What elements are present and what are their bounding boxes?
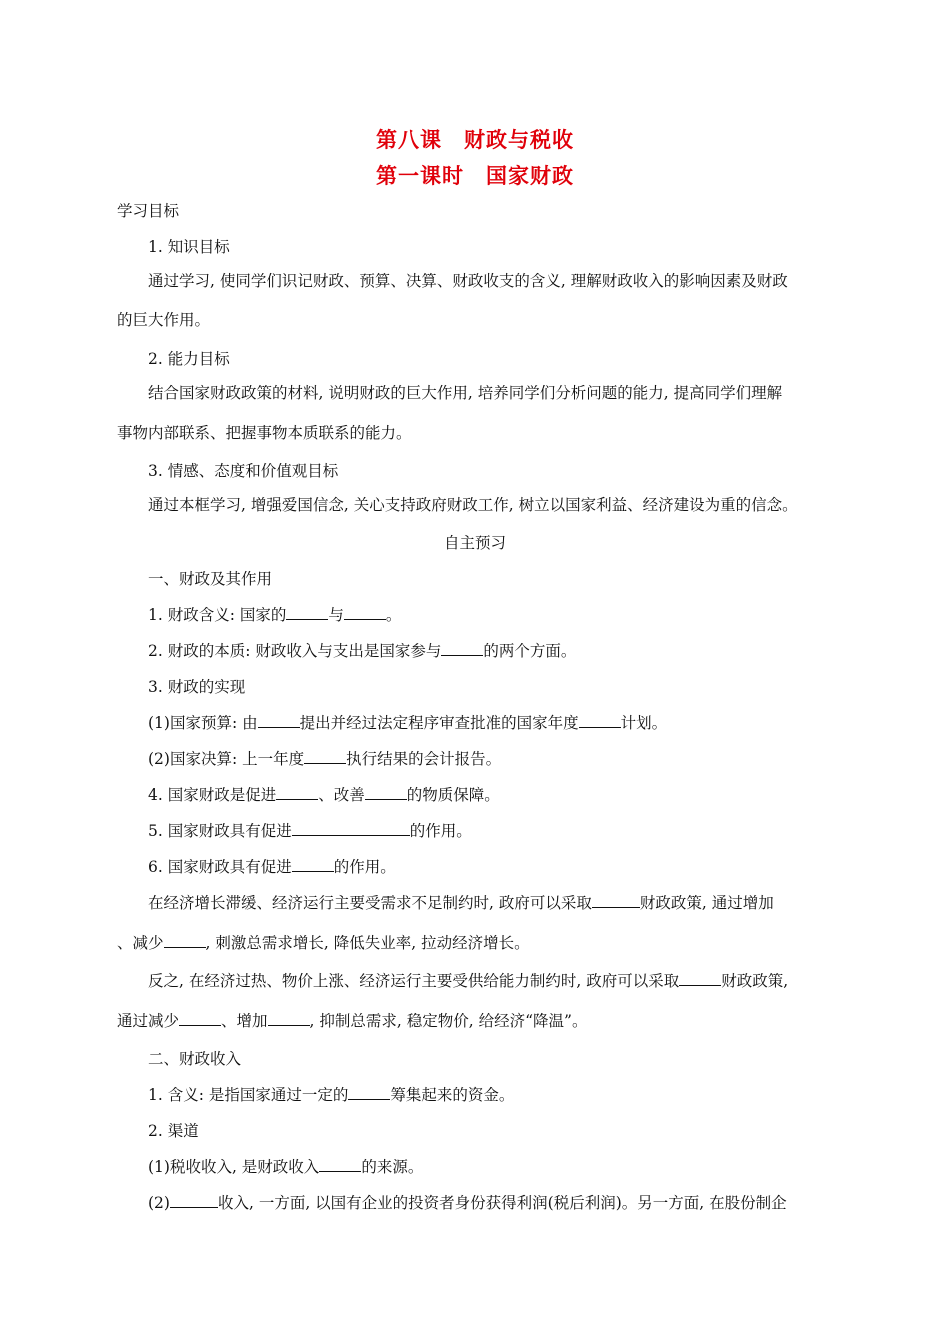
question-5: 5. 国家财政具有促进 的作用。 xyxy=(148,822,472,840)
blank[interactable] xyxy=(441,640,483,656)
revenue-2-1: (1)税收收入, 是财政收入 的来源。 xyxy=(148,1158,424,1176)
emotion-goal-title: 3. 情感、态度和价值观目标 xyxy=(148,462,339,480)
question-1: 1. 财政含义: 国家的 与 。 xyxy=(148,606,402,624)
paragraph-expansionary: 在经济增长滞缓、经济运行主要受需求不足制约时, 政府可以采取 财政政策, 通过增加 xyxy=(148,894,774,912)
ability-goal-text: 结合国家财政政策的材料, 说明财政的巨大作用, 培养同学们分析问题的能力, 提高同学们理解 xyxy=(148,384,783,402)
revenue-2: 2. 渠道 xyxy=(148,1122,199,1140)
section-2-title: 二、财政收入 xyxy=(148,1050,242,1068)
emotion-goal-text: 通过本框学习, 增强爱国信念, 关心支持政府财政工作, 树立以国家利益、经济建设为重的信念。 xyxy=(148,496,798,514)
knowledge-goal-text: 通过学习, 使同学们识记财政、预算、决算、财政收支的含义, 理解财政收入的影响因素及财政 xyxy=(148,272,788,290)
question-2: 2. 财政的本质: 财政收入与支出是国家参与 的两个方面。 xyxy=(148,642,577,660)
blank[interactable] xyxy=(268,1010,310,1026)
paragraph-expansionary-cont: 、减少 , 刺激总需求增长, 降低失业率, 拉动经济增长。 xyxy=(117,934,530,952)
preview-heading: 自主预习 xyxy=(443,534,506,552)
blank[interactable] xyxy=(286,604,328,620)
blank[interactable] xyxy=(164,932,206,948)
section-1-title: 一、财政及其作用 xyxy=(148,570,273,588)
question-3-1: (1)国家预算: 由 提出并经过法定程序审查批准的国家年度 计划。 xyxy=(148,714,668,732)
revenue-1: 1. 含义: 是指国家通过一定的 筹集起来的资金。 xyxy=(148,1086,515,1104)
blank[interactable] xyxy=(344,604,386,620)
lesson-subtitle: 第一课时 国家财政 xyxy=(376,164,574,188)
question-3-2: (2)国家决算: 上一年度 执行结果的会计报告。 xyxy=(148,750,502,768)
blank[interactable] xyxy=(319,1156,361,1172)
blank[interactable] xyxy=(365,784,407,800)
revenue-2-2: (2) 收入, 一方面, 以国有企业的投资者身份获得利润(税后利润)。另一方面, 在股份制企 xyxy=(148,1194,787,1212)
paragraph-contractionary: 反之, 在经济过热、物价上涨、经济运行主要受供给能力制约时, 政府可以采取 财政政策, xyxy=(148,972,789,990)
ability-goal-text-cont: 事物内部联系、把握事物本质联系的能力。 xyxy=(117,424,412,442)
knowledge-goal-text-cont: 的巨大作用。 xyxy=(117,311,211,329)
ability-goal-title: 2. 能力目标 xyxy=(148,350,230,368)
blank[interactable] xyxy=(179,1010,221,1026)
lesson-title: 第八课 财政与税收 xyxy=(376,128,574,152)
goals-heading: 学习目标 xyxy=(117,202,180,220)
blank[interactable] xyxy=(592,892,640,908)
blank[interactable] xyxy=(304,748,346,764)
question-3: 3. 财政的实现 xyxy=(148,678,246,696)
paragraph-contractionary-cont: 通过减少 、增加 , 抑制总需求, 稳定物价, 给经济“降温”。 xyxy=(117,1012,588,1030)
blank[interactable] xyxy=(292,856,334,872)
blank[interactable] xyxy=(170,1192,218,1208)
blank[interactable] xyxy=(348,1084,390,1100)
question-6: 6. 国家财政具有促进 的作用。 xyxy=(148,858,396,876)
knowledge-goal-title: 1. 知识目标 xyxy=(148,238,230,256)
blank[interactable] xyxy=(276,784,318,800)
blank[interactable] xyxy=(258,712,300,728)
blank[interactable] xyxy=(579,712,621,728)
question-4: 4. 国家财政是促进 、改善 的物质保障。 xyxy=(148,786,500,804)
blank[interactable] xyxy=(292,820,410,836)
blank[interactable] xyxy=(679,970,721,986)
